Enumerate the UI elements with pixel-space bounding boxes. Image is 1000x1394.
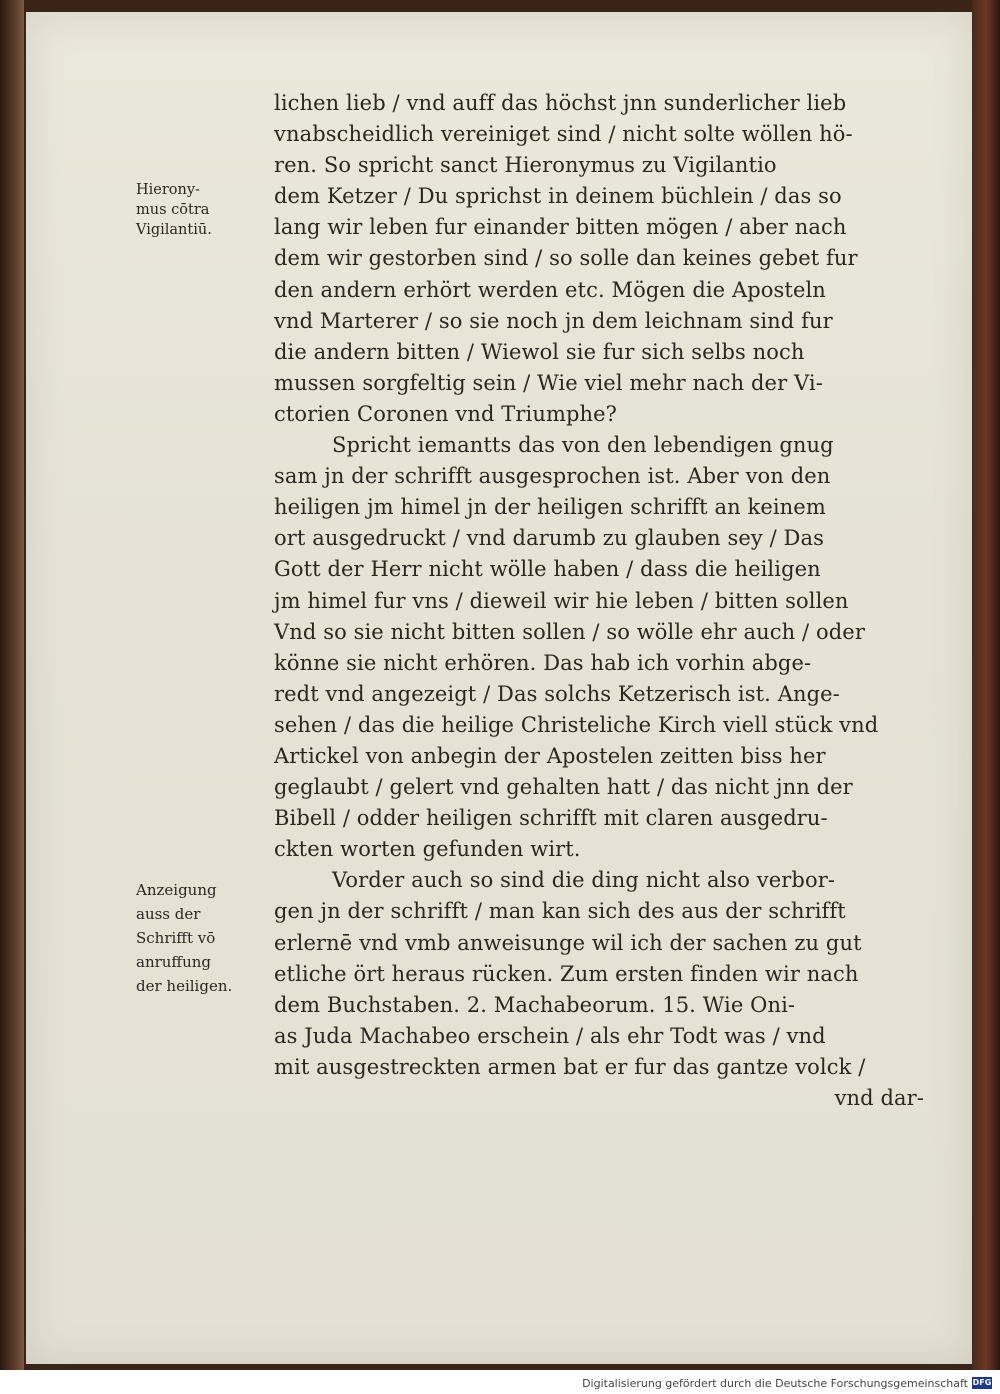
margin-note-line: Schrifft vō — [136, 929, 216, 947]
text-line: dem Ketzer / Du sprichst in deinem büchlein / das so — [274, 184, 842, 209]
margin-note-line: auss der — [136, 905, 201, 923]
text-line: könne sie nicht erhören. Das hab ich vorhin abge- — [274, 650, 812, 675]
text-line: jm himel fur vns / dieweil wir hie leben / bitten sollen — [274, 588, 849, 613]
text-line: Bibell / odder heiligen schrifft mit claren ausgedru- — [274, 806, 828, 831]
text-line: geglaubt / gelert vnd gehalten hatt / das nicht jnn der — [274, 775, 853, 800]
dfg-logo: DFG — [972, 1378, 992, 1387]
text-line: den andern erhört werden etc. Mögen die Aposteln — [274, 277, 826, 302]
margin-note-line: Vigilantiū. — [136, 222, 212, 238]
paragraph-start-line: Spricht iemantts das von den lebendigen gnug — [332, 433, 834, 458]
text-line: ren. So spricht sanct Hieronymus zu Vigilantio — [274, 153, 777, 178]
text-line: ctorien Coronen vnd Triumphe? — [274, 401, 618, 426]
text-line: sam jn der schrifft ausgesprochen ist. Aber von den — [274, 464, 831, 489]
text-line: gen jn der schrifft / man kan sich des aus der schrifft — [274, 899, 846, 924]
text-line: erlernē vnd vmb anweisunge wil ich der sachen zu gut — [274, 930, 862, 955]
margin-note-line: der heiligen. — [136, 977, 233, 995]
text-line: Vnd so sie nicht bitten sollen / so wölle ehr auch / oder — [274, 619, 865, 644]
text-line: dem wir gestorben sind / so solle dan keines gebet fur — [274, 246, 858, 271]
text-line: vnd Marterer / so sie noch jn dem leichnam sind fur — [274, 308, 833, 333]
book-cover-edge — [972, 0, 1000, 1370]
text-line: etliche ört heraus rücken. Zum ersten finden wir nach — [274, 961, 859, 986]
text-line: dem Buchstaben. 2. Machabeorum. 15. Wie Oni- — [274, 992, 796, 1017]
text-line: Gott der Herr nicht wölle haben / dass die heiligen — [274, 557, 821, 582]
text-line: vnabscheidlich vereiniget sind / nicht solte wöllen hö- — [274, 122, 853, 147]
text-line: ckten worten gefunden wirt. — [274, 837, 581, 862]
margin-note-line: Hierony- — [136, 182, 200, 198]
text-line: mit ausgestreckten armen bat er fur das gantze volck / — [274, 1054, 866, 1079]
margin-note-line: Anzeigung — [136, 881, 217, 899]
text-line: lang wir leben fur einander bitten mögen / aber nach — [274, 215, 847, 240]
text-line: die andern bitten / Wiewol sie fur sich selbs noch — [274, 339, 805, 364]
margin-note-line: mus cōtra — [136, 202, 210, 218]
text-line: as Juda Machabeo erschein / als ehr Todt was / vnd — [274, 1023, 826, 1048]
text-line: Artickel von anbegin der Apostelen zeitten biss her — [274, 743, 826, 768]
paragraph-start-line: Vorder auch so sind die ding nicht also verbor- — [332, 868, 836, 893]
text-line: redt vnd angezeigt / Das solchs Ketzerisch ist. Ange- — [274, 681, 840, 706]
text-line: mussen sorgfeltig sein / Wie viel mehr nach der Vi- — [274, 370, 823, 395]
footer-bar — [0, 1372, 1000, 1394]
text-line: heiligen jm himel jn der heiligen schrifft an keinem — [274, 495, 826, 520]
funding-credit: Digitalisierung gefördert durch die Deutsche Forschungsgemeinschaft — [582, 1377, 968, 1390]
margin-note-line: anruffung — [136, 953, 212, 971]
main-text-block — [274, 88, 924, 1114]
margin-note-anzeigung — [136, 878, 232, 998]
text-line: sehen / das die heilige Christeliche Kirch viell stück vnd — [274, 712, 879, 737]
book-binding-edge — [0, 0, 24, 1370]
text-line: lichen lieb / vnd auff das höchst jnn sunderlicher lieb — [274, 91, 847, 115]
catchword: vnd dar- — [834, 1086, 924, 1110]
margin-note-hieronymus — [136, 180, 212, 240]
text-line: ort ausgedruckt / vnd darumb zu glauben sey / Das — [274, 526, 824, 551]
